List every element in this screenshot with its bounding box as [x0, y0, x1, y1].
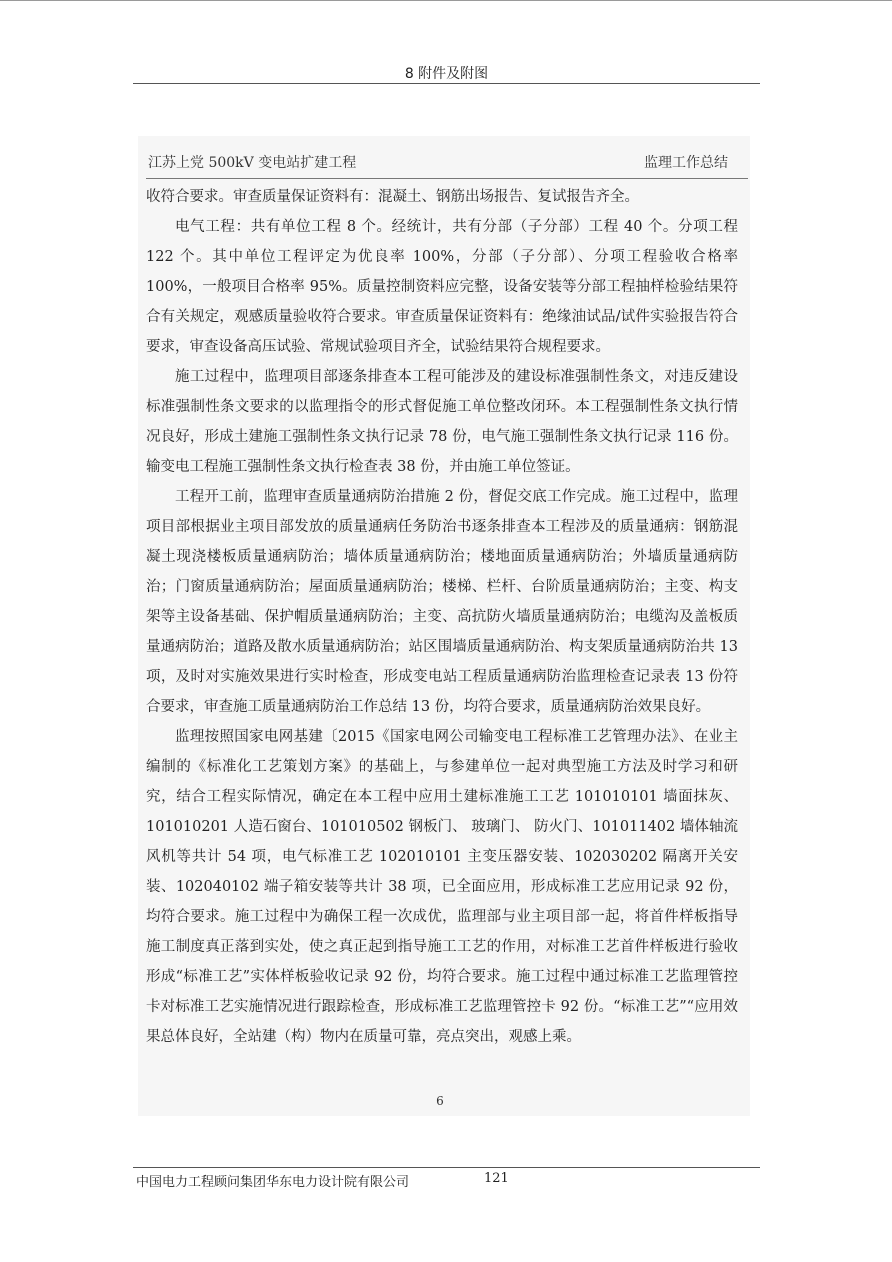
footer-company: 中国电力工程顾问集团华东电力设计院有限公司 [136, 1175, 410, 1190]
project-title: 江苏上党 500kV 变电站扩建工程 [148, 155, 357, 171]
page-header: 8 附件及附图 [404, 66, 489, 82]
footer-divider [133, 1167, 760, 1168]
scanned-header-divider [146, 178, 748, 179]
paragraph-1: 收符合要求。审查质量保证资料有：混凝土、钢筋出场报告、复试报告齐全。 [146, 189, 639, 205]
footer-page-number: 121 [484, 1171, 509, 1186]
header-divider [133, 83, 760, 84]
paragraph-3: 施工过程中，监理项目部逐条排查本工程可能涉及的建设标准强制性条文，对违反建设标准强制性条文要求的以监理指令的形式督促施工单位整改闭环。本工程强制性条文执行情况良好，形成土建施工强制性条文执行记录 78 份，电气施工强制性条文执行记录 116 份。输变电工程施工强制性条文执行检查表 38 份，并由施工单位签证。 [146, 369, 738, 475]
top-border-line [0, 0, 892, 1]
section-title: 监理工作总结 [644, 155, 728, 171]
paragraph-4: 工程开工前，监理审查质量通病防治措施 2 份，督促交底工作完成。施工过程中，监理项目部根据业主项目部发放的质量通病任务防治书逐条排查本工程涉及的质量通病：钢筋混凝土现浇楼板质量通病防治；墙体质量通病防治；楼地面质量通病防治；外墙质量通病防治；门窗质量通病防治；屋面质量通病防治；楼梯、栏杆、台阶质量通病防治；主变、构支架等主设备基础、保护帽质量通病防治；主变、高抗防火墙质量通病防治；电缆沟及盖板质量通病防治；道路及散水质量通病防治；站区围墙质量通病防治、构支架质量通病防治共 13 项，及时对实施效果进行实时检查，形成变电站工程质量通病防治监理检查记录表 13 份符合要求，审查施工质量通病防治工作总结 13 份，均符合要求，质量通病防治效果良好。 [146, 489, 738, 715]
paragraph-2: 电气工程：共有单位工程 8 个。经统计，共有分部（子分部）工程 40 个。分项工程 122 个。其中单位工程评定为优良率 100%，分部（子分部）、分项工程验收合格率 100%，一般项目合格率 95%。质量控制资料应完整，设备安装等分部工程抽样检验结果符合有关规定，观感质量验收符合要求。审查质量保证资料有：绝缘油试品/试件实验报告符合要求，审查设备高压试验、常规试验项目齐全，试验结果符合规程要求。 [146, 219, 738, 355]
paragraph-5: 监理按照国家电网基建〔2015《国家电网公司输变电工程标准工艺管理办法》、在业主编制的《标准化工艺策划方案》的基础上，与参建单位一起对典型施工方法及时学习和研究，结合工程实际情况，确定在本工程中应用土建标准施工工艺 101010101 墙面抹灰、101010201 人造石窗台、101010502 钢板门、 玻璃门、 防火门、101011402 墙体轴流风机等共计 54 项，电气标准工艺 102010101 主变压器安装、102030202 隔离开关安装、102040102 端子箱安装等共计 38 项，已全面应用，形成标准工艺应用记录 92 份，均符合要求。施工过程中为确保工程一次成优，监理部与业主项目部一起，将首件样板指导施工制度真正落到实处，使之真正起到指导施工工艺的作用，对标准工艺首件样板进行验收形成“标准工艺”实体样板验收记录 92 份，均符合要求。施工过程中通过标准工艺监理管控卡对标准工艺实施情况进行跟踪检查，形成标准工艺监理管控卡 92 份。“标准工艺”“应用效果总体良好，全站建（构）物内在质量可靠，亮点突出，观感上乘。 [146, 729, 738, 1045]
body-text [146, 182, 738, 1052]
scanned-page-number: 6 [436, 1094, 444, 1108]
